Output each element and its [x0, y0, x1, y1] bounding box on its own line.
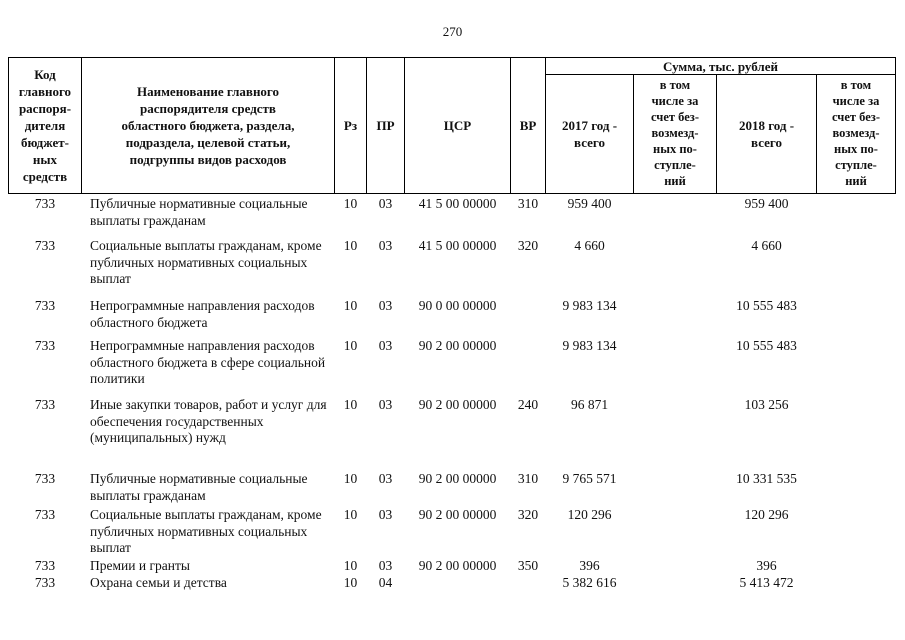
row-csr: 90 2 00 00000	[418, 338, 497, 353]
row-pr: 03	[378, 507, 393, 522]
row-2018-total: 10 331 535	[736, 471, 797, 486]
row-2017-total: 5 382 616	[562, 575, 617, 590]
row-csr: 90 2 00 00000	[418, 558, 497, 573]
row-2018-total: 396	[756, 558, 777, 573]
row-vr: 310	[517, 196, 539, 211]
row-code: 733	[34, 338, 56, 353]
header-rz: Рз	[343, 118, 358, 133]
header-2017-grants: в том числе за счет без- возмезд- ных по- ступле- ний	[651, 78, 699, 188]
row-pr: 03	[378, 238, 393, 253]
row-pr: 03	[378, 298, 393, 313]
row-rz: 10	[343, 575, 358, 590]
row-2017-total: 4 660	[574, 238, 605, 253]
page-number: 270	[442, 24, 463, 39]
row-code: 733	[34, 575, 56, 590]
row-2017-total: 959 400	[567, 196, 612, 211]
header-2018-grants: в том числе за счет без- возмезд- ных по- ступле- ний	[832, 78, 880, 188]
row-2017-total: 9 983 134	[562, 298, 617, 313]
row-2017-total: 9 983 134	[562, 338, 617, 353]
row-csr: 90 2 00 00000	[418, 397, 497, 412]
row-csr: 41 5 00 00000	[418, 238, 497, 253]
header-code: Код главного распоря- дителя бюджет- ных средств	[18, 67, 72, 184]
row-2017-total: 96 871	[570, 397, 609, 412]
row-rz: 10	[343, 338, 358, 353]
header-2017-total: 2017 год - всего	[561, 118, 618, 150]
row-rz: 10	[343, 471, 358, 486]
row-vr: 320	[517, 238, 539, 253]
row-2018-total: 10 555 483	[736, 338, 797, 353]
header-csr: ЦСР	[443, 118, 472, 133]
row-pr: 03	[378, 397, 393, 412]
header-vr: ВР	[519, 118, 537, 133]
header-2018-total: 2018 год - всего	[738, 118, 795, 150]
row-name: Непрограммные направления расходов областного бюджета	[90, 298, 315, 330]
row-rz: 10	[343, 196, 358, 211]
row-pr: 04	[378, 575, 393, 590]
row-csr: 90 2 00 00000	[418, 507, 497, 522]
header-bottom-rule	[8, 193, 896, 194]
row-name: Социальные выплаты гражданам, кроме публичных нормативных социальных выплат	[90, 507, 322, 555]
row-2017-total: 9 765 571	[562, 471, 617, 486]
row-pr: 03	[378, 338, 393, 353]
row-2018-total: 120 296	[744, 507, 789, 522]
row-code: 733	[34, 558, 56, 573]
row-rz: 10	[343, 238, 358, 253]
header-name: Наименование главного распорядителя средств областного бюджета, раздела, подраздела, целевой статьи, подгруппы видов расходов	[121, 84, 295, 167]
row-csr: 41 5 00 00000	[418, 196, 497, 211]
row-name: Публичные нормативные социальные выплаты гражданам	[90, 471, 308, 503]
row-vr: 310	[517, 471, 539, 486]
row-csr: 90 2 00 00000	[418, 471, 497, 486]
row-code: 733	[34, 471, 56, 486]
row-code: 733	[34, 238, 56, 253]
header-pr: ПР	[376, 118, 395, 133]
row-code: 733	[34, 507, 56, 522]
row-2018-total: 5 413 472	[739, 575, 794, 590]
row-code: 733	[34, 298, 56, 313]
row-pr: 03	[378, 471, 393, 486]
row-name: Охрана семьи и детства	[90, 575, 227, 590]
row-vr: 240	[517, 397, 539, 412]
row-name: Социальные выплаты гражданам, кроме публичных нормативных социальных выплат	[90, 238, 322, 286]
row-name: Непрограммные направления расходов областного бюджета в сфере социальной политики	[90, 338, 326, 386]
row-name: Премии и гранты	[90, 558, 190, 573]
row-rz: 10	[343, 298, 358, 313]
row-rz: 10	[343, 558, 358, 573]
row-2018-total: 10 555 483	[736, 298, 797, 313]
row-2017-total: 120 296	[567, 507, 612, 522]
row-vr: 320	[517, 507, 539, 522]
header-divider	[895, 57, 896, 194]
row-csr: 90 0 00 00000	[418, 298, 497, 313]
row-2017-total: 396	[579, 558, 600, 573]
row-code: 733	[34, 397, 56, 412]
header-sum: Сумма, тыс. рублей	[663, 58, 778, 74]
row-name: Иные закупки товаров, работ и услуг для обеспечения государственных (муниципальных) нужд	[90, 397, 327, 445]
row-2018-total: 4 660	[751, 238, 782, 253]
row-code: 733	[34, 196, 56, 211]
row-2018-total: 103 256	[744, 397, 789, 412]
row-rz: 10	[343, 397, 358, 412]
row-pr: 03	[378, 196, 393, 211]
row-rz: 10	[343, 507, 358, 522]
row-2018-total: 959 400	[744, 196, 789, 211]
row-name: Публичные нормативные социальные выплаты гражданам	[90, 196, 308, 228]
row-vr: 350	[517, 558, 539, 573]
row-pr: 03	[378, 558, 393, 573]
